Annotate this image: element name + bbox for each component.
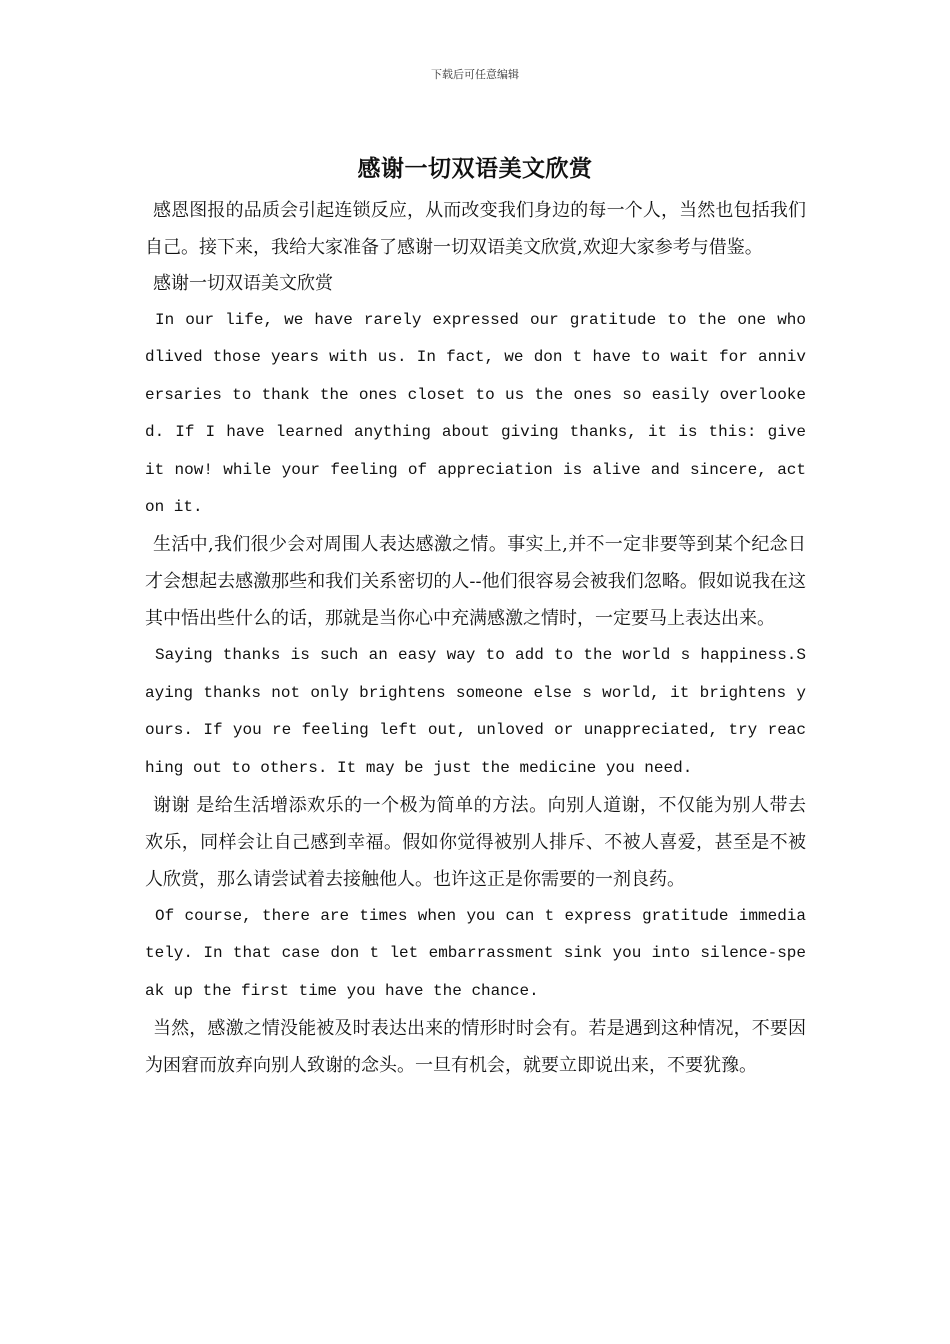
- chinese-paragraph-1: 生活中,我们很少会对周围人表达感激之情。事实上,并不一定非要等到某个纪念日才会想起去感激那些和我们关系密切的人--他们很容易会被我们忽略。假如说我在这其中悟出些什么的话，那就是当你心中充满感激之情时，一定要马上表达出来。: [145, 534, 806, 630]
- article-body: [145, 192, 806, 1084]
- english-paragraph-3: Of course, there are times when you can t express gratitude immediately. In that case don t let embarrassment sink you into silence-speak up the first time you have the chance.: [145, 907, 806, 1000]
- header-note: 下载后可任意编辑: [431, 68, 519, 81]
- english-paragraph-1: In our life, we have rarely expressed our gratitude to the one who dlived those years with us. In fact, we don t have to wait for anniversaries to thank the ones closet to us the ones so easily overlooked. If I have learned anything about giving thanks, it is this: give it now! while your feeling of appreciation is alive and sincere, act on it.: [145, 311, 806, 517]
- section-heading: 感谢一切双语美文欣赏: [153, 273, 333, 294]
- chinese-paragraph-2: 谢谢 是给生活增添欢乐的一个极为简单的方法。向别人道谢，不仅能为别人带去欢乐，同样会让自己感到幸福。假如你觉得被别人排斥、不被人喜爱，甚至是不被人欣赏，那么请尝试着去接触他人。也许这正是你需要的一剂良药。: [145, 795, 806, 891]
- english-paragraph-2: Saying thanks is such an easy way to add to the world s happiness.Saying thanks not only brightens someone else s world, it brightens yours. If you re feeling left out, unloved or unappreciated, try reaching out to others. It may be just the medicine you need.: [145, 646, 806, 777]
- chinese-paragraph-3: 当然，感激之情没能被及时表达出来的情形时时会有。若是遇到这种情况，不要因为困窘而放弃向别人致谢的念头。一旦有机会，就要立即说出来，不要犹豫。: [145, 1018, 806, 1077]
- intro-paragraph: 感恩图报的品质会引起连锁反应，从而改变我们身边的每一个人，当然也包括我们自己。接下来，我给大家准备了感谢一切双语美文欣赏,欢迎大家参考与借鉴。: [145, 200, 806, 258]
- page-title: 感谢一切双语美文欣赏: [357, 155, 593, 182]
